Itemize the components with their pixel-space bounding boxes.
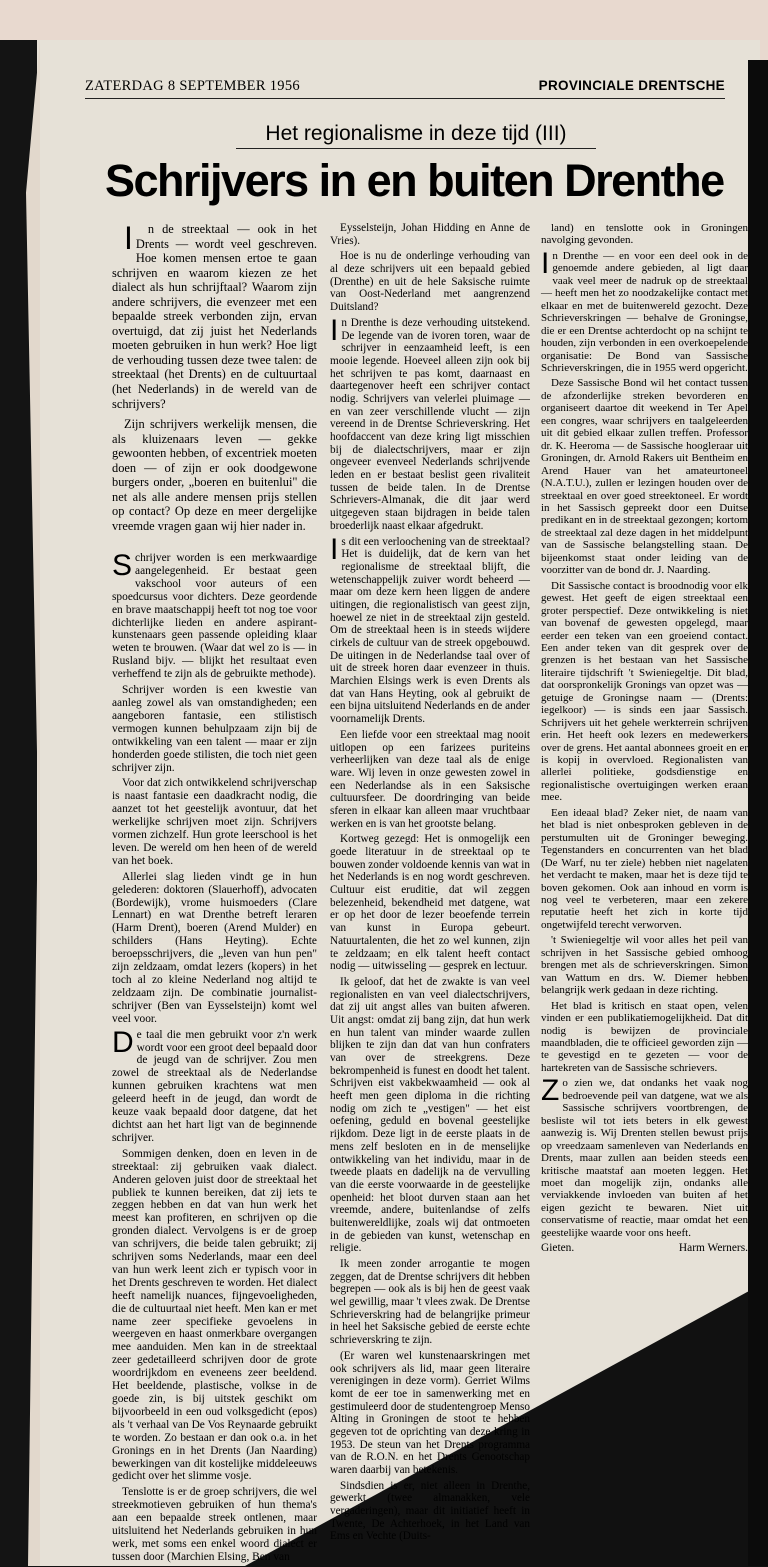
body-paragraph: Kortweg gezegd: Het is onmogelijk een goede literatuur in de streektaal op te bouwen zonder voldoende kennis van wat in het Nederlands is en nog wordt geschreven. Cultuur eist eruditie, dat wil zeggen belezenheid, bekendheid met datgene, wat er op het door de lezer beoefende terrein van kunst in Europa gebeurt. Natuurtalenten, die het zo wel kunnen, zijn te zeldzaam; en elk talent heeft contact nodig — uitwisseling — gesprek en lectuur.: [330, 833, 530, 973]
article-signature: [541, 1242, 748, 1254]
body-paragraph: Een liefde voor een streektaal mag nooit uitlopen op een farizees puriteins verheerlijken van deze taal als de enige ware. Wij leven in onze gewesten zowel in een Nederlandse als in een Saksische cultuursfeer. De doordringing van beide sferen in elkaar kan alleen maar vruchtbaar werken en is van het grootste belang.: [330, 728, 530, 830]
column-3: [541, 222, 748, 1255]
signature-place: Gieten.: [541, 1242, 575, 1255]
body-paragraph: Dit Sassische contact is broodnodig voor elk gewest. Het geeft de eigen streektaal een groter perspectief. Deze ontwikkeling is niet van bovenaf de gewesten opgelegd, maar eerder een teken van een groeiend contact. Een ander teken van dit gesprek over de grenzen is het bestaan van het Sassische literaire tijdschrift 't Swieniegeltje. Dit blad, dat oorspronkelijk Gronings van opzet was — getuige de Groningse naam — (Drents: iegelkoor) — is sinds een jaar Sassisch. Schrijvers uit het gehele werkterrein schrijven erin. Het heeft ook lezers en medewerkers over de grens. Het aantal abonnees groeit en er is kopij in overvloed. Regionalisten van allerlei politieke, godsdienstige en regionalistische overtuigingen werken eraan mee.: [541, 579, 748, 804]
body-paragraph: Zo zien we, dat ondanks het vaak nog bedroevende peil van datgene, wat we als Sassische schrijvers voortbrengen, de besliste wil tot iets beters in elk gewest aanwezig is. Wij Drenten stellen bewust prijs op vreedzaam samenleven van Nederlands en Drents, maar zullen aan beiden steeds een kritische maatstaf aan moeten leggen. Het moet dan mogelijk zijn, ondanks alle verviakkende invloeden van buiten af het eigen gezicht te bewaren. Niet uit conservatisme of reactie, maar omdat het een geestelijke waarde voor ons heeft.: [541, 1074, 748, 1239]
column-2: [330, 222, 530, 1546]
body-paragraph: Deze Sassische Bond wil het contact tussen de afzonderlijke streken bevorderen en organiseert daartoe dit weekend in Ter Apel een congres, waar schrijvers en taalgeleerden uit dit gebied elkaar zullen treffen. Professor dr. K. Heeroma — de Sassische hoogleraar uit Groningen, dr. Arnold Rakers uit Bentheim en Arend Hauer van het amateurtoneel (N.A.T.U.), zullen er lezingen houden over de streektaal en over goed streektoneel. Er wordt in het Sassisch gepreekt door een Duitse predikant en in de streektaal gezongen; kortom de streektaal zal deze dagen in het middelpunt van de Sassische belangstelling staan. De bijeenkomst staat onder leiding van de voorzitter van de bond dr. J. Naarding.: [541, 377, 748, 577]
body-paragraph: Een ideaal blad? Zeker niet, de naam van het blad is niet onbesproken gebleven in de perstumulten uit de Groninger beweging. Tegenstanders en concurrenten van het blad (De Warf, nu ter ziele) hebben niet nagelaten het verdacht te maken, maar het is deze tijd te boven gekomen. Ook aan inhoud en vorm is nog veel te verbeteren, maar een zekere reputatie heeft het zich in korte tijd ongetwijfeld terecht verworven.: [541, 806, 748, 931]
body-paragraph: land) en tenslotte ook in Groningen navolging gevonden.: [541, 222, 748, 247]
body-paragraph: Is dit een verloochening van de streektaal? Het is duidelijk, dat de kern van het regionalisme de streektaal blijft, die wetenschappelijk zuiver wordt beheerd — maar om deze kern heen liggen de andere uitingen, die regionalistisch van geest zijn, hoewel ze niet in de streektaal zijn gesteld. Om de streektaal heen is in steeds wijdere cirkels de cultuur van de streek opgebouwd. De uitingen in de Nederlandse taal over of uit de streek horen daar evenzeer in thuis. Marchien Elsings werk is even Drents als dat van Hans Heyting, ook al gebruikt de een bijna uitsluitend Nederlands en de ander voornamelijk Drents.: [330, 532, 530, 726]
body-paragraph: Sindsdien is er, niet alleen in Drenthe, gewerkt (twee almanakken, vele vergaderingen), maar dit initiatief heeft in Twente, De Achterhoek, in het Land van Ems en Vechte (Duits-: [330, 1479, 530, 1543]
body-paragraph: Voor dat zich ontwikkelend schrijverschap is naast fantasie een daadkracht nodig, die aanzet tot het geestelijk avontuur, dat het werkelijke schrijven moet zijn. Schrijvers vormen zichzelf. Hun grote leerschool is het leven. De wereld om hen heen of de wereld van het boek.: [112, 777, 317, 867]
intro-paragraph: Zijn schrijvers werkelijk mensen, die als kluizenaars leven — gekke gewoonten hebben, of excentriek moeten doen — of zijn er ook doodgewone burgers onder, „boeren en buitenlui" die net als alle andere mensen prijs stellen op contact? Op deze en meer dergelijke vreemde vragen gaan wij hier nader in.: [112, 417, 317, 533]
column-1: [112, 222, 317, 539]
body-paragraph: Schrijver worden is een kwestie van aanleg zowel als van omstandigheden; een aangeboren fantasie, een stilistisch vermogen kunnen behulpzaam zijn bij de ontwikkeling van een talent — maar er zijn honderden goede stilisten, die toch niet geen schrijver zijn.: [112, 684, 317, 774]
newspaper-header: [85, 76, 725, 99]
article-headline: Schrijvers in en buiten Drenthe: [105, 155, 724, 206]
body-paragraph: De taal die men gebruikt voor z'n werk wordt voor een groot deel bepaald door de jeugd van de schrijver. Zou men zowel de streektaal als de Nederlandse kunnen gebruiken krachtens wat men geleerd heeft in de jeugd, dan wordt de keuze vaak bepaald door datgene, dat het dichtst aan het hart ligt van de beginnende schrijver.: [112, 1025, 317, 1144]
body-paragraph: Allerlei slag lieden vindt ge in hun gelederen: doktoren (Slauerhoff), advocaten (Bordewijk), vrome huismoeders (Clare Lennart) en wat Drenthe betreft leraren (Harm Drent), boeren (Arend Mulder) en schilders (Hans Heyting). Echte beroepsschrijvers, die „leven van hun pen" zijn zeldzaam, omdat lezers (kopers) in het toch al zo kleine Nederland nog altijd te zeldzaam zijn. De combinatie journalist-schrijver (Ben van Eysselsteijn) komt wel veel voor.: [112, 870, 317, 1025]
body-paragraph: Schrijver worden is een merkwaardige aangelegenheid. Er bestaat geen vakschool voor auteurs of een spoedcursus voor dichters. Deze geordende en brave maatschappij heeft tot nog toe voor dichterlijke lieden en andere aspirant-kunstenaars geen passende opleiding klaar weten te brouwen. (Waar dat wel zo is — in Rusland bijv. — blijkt het resultaat even verheffend te zijn als de gebruikte methode).: [112, 549, 317, 681]
body-paragraph: Tenslotte is er de groep schrijvers, die wel streekmotieven gebruiken of hun thema's aan een bepaalde streek ontlenen, maar uitsluitend het Nederlands gebruiken in hun werk, met soms een enkel woord dialect er tussen door (Marchien Elsing, Ben van: [112, 1486, 317, 1563]
body-paragraph: Hoe is nu de onderlinge verhouding van al deze schrijvers uit een bepaald gebied (Drenthe) en uit de hele Saksische ruimte van Oost-Nederland met aangrenzend Duitsland?: [330, 250, 530, 314]
body-paragraph: Sommigen denken, doen en leven in de streektaal: zij gebruiken vaak dialect. Anderen geloven juist door de streektaal het publiek te kunnen bereiken, dat zij iets te zeggen hebben en dat van hun werk het meest kan profiteren, en schrijven op die gronden dialect. Vervolgens is er de groep van schrijvers, die beide talen gebruikt; zij schrijven soms Nederlands, maar een deel van hun werk leent zich er typisch voor in het Drents geschreven te worden. Het dialect heeft namelijk nuances, fijngevoeligheden, die de cultuurtaal niet heeft. Men kan er met name zeer specifieke gevoelens in weergeven en haast onmerkbare overgangen mee aanduiden. Men kan in de streektaal zeer gedetailleerd schrijven door de grote woordrijkdom en eveneens zeer beeldend. Het beeldende, plastische, volkse in de goede zin, is bij uitstek geschikt om bijvoorbeeld in een oud volksgedicht (epos) als 't verhaal van De Vos Reynaarde gebruikt te worden. Zo bestaan er dan ook o.a. in het Gronings en in het Drents (Jan Naarding) bewerkingen van dit kostelijke middeleeuws gedicht over het slimme vosje.: [112, 1147, 317, 1483]
body-paragraph: (Er waren wel kunstenaarskringen met ook schrijvers als lid, maar geen literaire verenigingen in deze vorm). Gerriet Wilms komt de eer toe in samenwerking met en gestimuleerd door de studentengroep Menso Alting in Groningen de stoot te hebben gegeven tot de oprichting van deze kring in 1953. De steun van het Drents programma van de R.O.N. en het Drents Genootschap waren daarbij van betekenis.: [330, 1349, 530, 1476]
body-paragraph: In Drenthe is deze verhouding uitstekend. De legende van de ivoren toren, waar de schrijver in eenzaamheid leeft, is een mooie legende. Hoeveel alleen zijn ook bij het schrijven te pas komt, daarnaast en daartegenover heeft een schrijver contact nodig. Schrijvers van velerlei pluimage — en van zeer verschillende vlucht — zijn vereend in de Drentse Schrieverskring. Het hoofdaccent van deze kring ligt misschien bij de dialectschrijvers, maar er zijn ongeveer evenveel Nederlands schrijvende leden en er bestaat beslist geen rivaliteit tussen de beide talen. In de Drentse Schrievers-Almanak, die dit jaar werd uitgegeven staan bijdragen in beide talen broederlijk naast elkaar afgedrukt.: [330, 313, 530, 532]
body-paragraph: Ik meen zonder arrogantie te mogen zeggen, dat de Drentse schrijvers dit hebben begrepen — ook als is bij hen de geest vaak wel gewillig, maar 't vlees zwak. De Drentse Schrieverskring had de belangrijke primeur in heel het Saksische gebied de eerste echte schrieverskring te zijn.: [330, 1258, 530, 1347]
intro-paragraph: In de streektaal — ook in het Drents — wordt veel geschreven. Hoe komen mensen ertoe te gaan schrijven en waarom kiezen ze het dialect als hun schrijftaal? Waarom zijn andere schrijvers, die evenzeer met een bepaalde streek verbonden zijn, ervan overtuigd, dat zij juist het Nederlands moeten gebruiken in hun werk? Hoe ligt de verhouding tussen deze twee talen: de streektaal (het Drents) en de cultuurtaal (het Nederlands) in de wereld van de schrijvers?: [112, 220, 317, 411]
signature-author: Harm Werners.: [678, 1242, 748, 1255]
scan-background-right: [748, 60, 768, 1566]
body-paragraph: Eysselsteijn, Johan Hidding en Anne de Vries).: [330, 222, 530, 247]
body-paragraph: In Drenthe — en voor een deel ook in de genoemde andere gebieden, al ligt daar vaak veel meer de nadruk op de streektaal — heeft men het zo noodzakelijke contact met elkaar en met de buitenwereld gezocht. Deze Schrieverskringen — behalve de Groningse, die er een Drentse achterdocht op na schijnt te houden, zijn verbonden in een overkoepelende organisatie: De Bond van Sassische Schrieverskringen, die in 1955 werd opgericht.: [541, 246, 748, 374]
issue-date: ZATERDAG 8 SEPTEMBER 1956: [85, 78, 300, 94]
body-paragraph: Het blad is kritisch en staat open, velen vinden er een publikatiemogelijkheid. Dat dit nodig is bewijzen de provinciale maandbladen, die te officieel geworden zijn — te gevestigd en te gezeten — voor de hartekreten van de Sassische schrievers.: [541, 999, 748, 1074]
body-paragraph: 't Swieniegeltje wil voor alles het peil van schrijven in het Sassische gebied omhoog brengen met als de schrieverskringen. Simon van Wattum en drs. W. Diemer hebben belangrijk werk gedaan in deze richting.: [541, 934, 748, 997]
newspaper-name: PROVINCIALE DRENTSCHE: [538, 78, 725, 93]
article-kicker: Het regionalisme in deze tijd (III): [236, 122, 596, 149]
body-paragraph: Ik geloof, dat het de zwakte is van veel regionalisten en van veel dialectschrijvers, dat zij uit angst alles van buiten afweren. Uit angst: omdat zij bang zijn, dat hun werk en hun talent van minder waarde zullen blijken te zijn dan dat van hun confraters van over de streekgrens. Deze bekrompenheid is funest en doodt het talent. Schrijven eist vakbekwaamheid — ook al heeft men geen diploma in die richting nodig om zich te „vestigen" — het eist oefening, geduld en bovenal geestelijke rijkdom. Deze ligt in de eerste plaats in de mens zelf besloten en in de menselijke ontwikkeling van het individu, maar in de tweede plaats en dadelijk na de vervulling van die eerste voorwaarde in de geestelijke openheid: het bloot durven staan aan het vreemde, andere, buitenlandse of zelfs buitenwereldlijke, zoals wij dat ontmoeten in de gebieden van kunst, wetenschap en religie.: [330, 975, 530, 1255]
column-1-body: [112, 549, 317, 1567]
